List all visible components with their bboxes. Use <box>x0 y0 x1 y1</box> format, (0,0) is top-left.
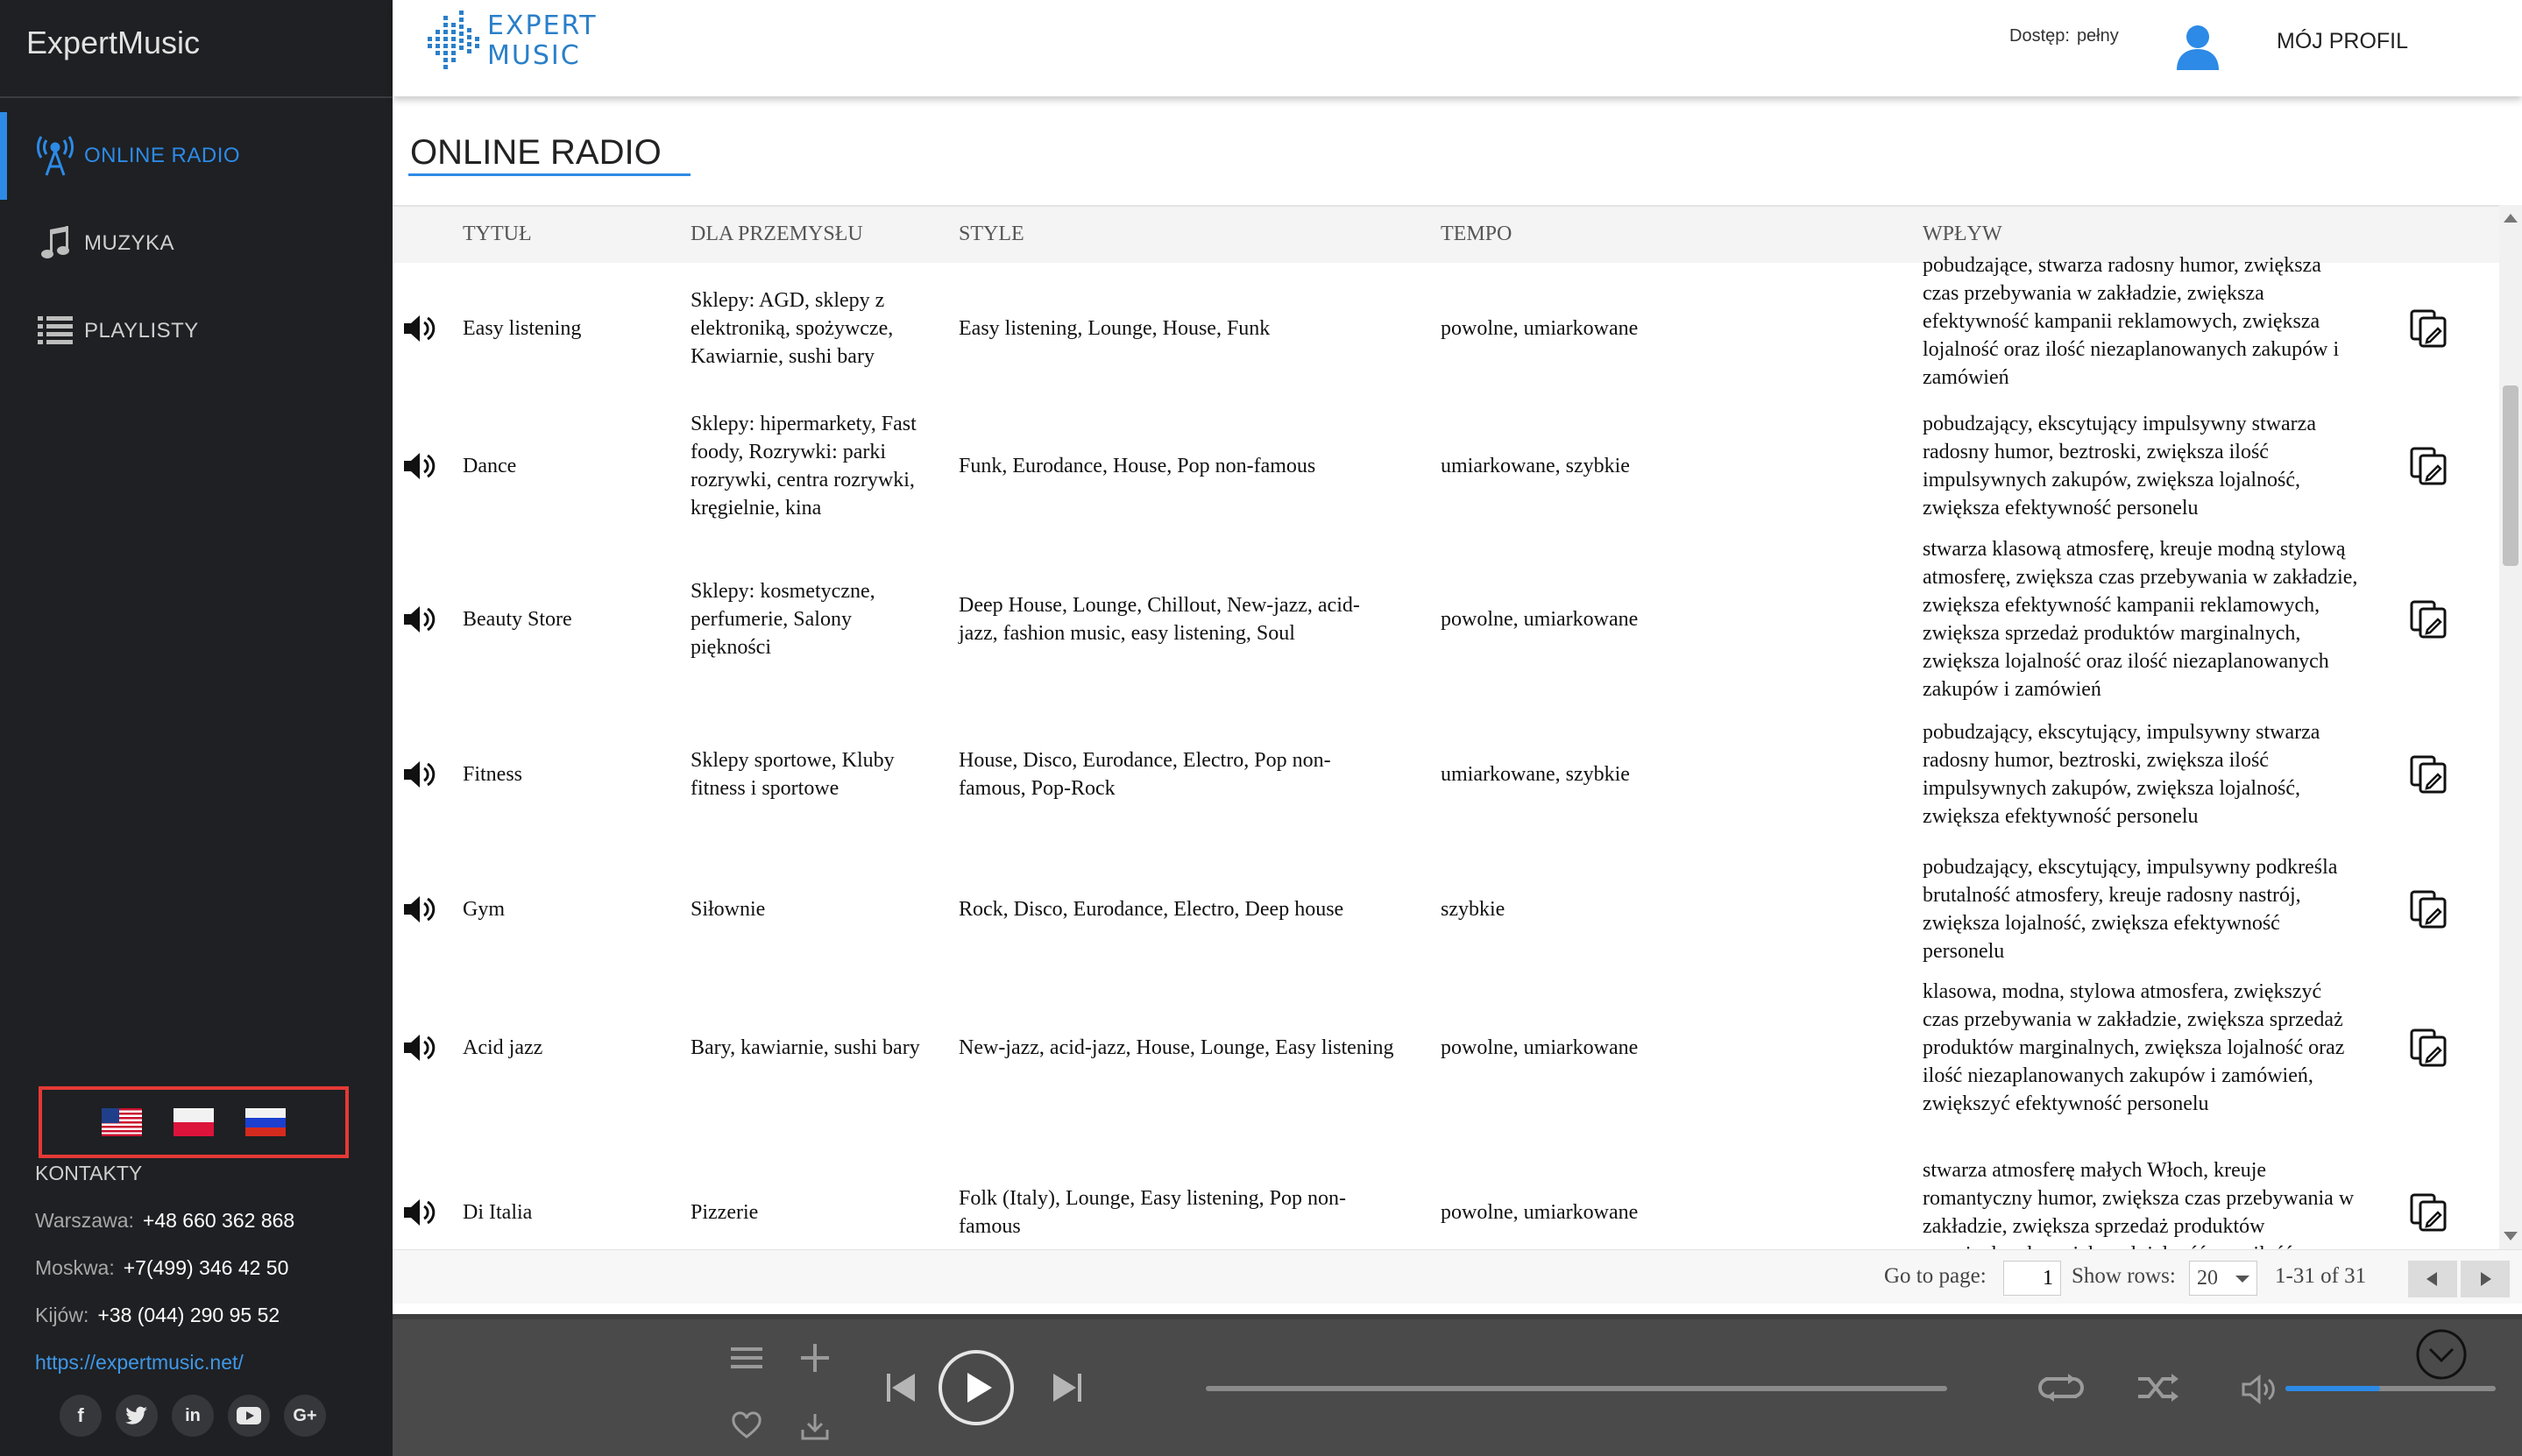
row-impact-line: stwarza klasową atmosferę, kreuje modną stylową <box>1923 538 2346 561</box>
row-impact <box>1923 256 2405 387</box>
contact-phone[interactable]: +38 (044) 290 95 52 <box>97 1304 280 1326</box>
shuffle-icon[interactable] <box>2135 1370 2180 1405</box>
collapse-player-button[interactable] <box>2415 1328 2468 1381</box>
row-impact-line: atmosferę, zwiększa czas przebywania w zakładzie, <box>1923 566 2358 589</box>
row-industry-line: Sklepy sportowe, Kluby <box>691 749 895 772</box>
row-impact-line: personelu <box>1923 940 2005 963</box>
row-impact-line: ilość niezaplanowanych zakupów i zamówień, <box>1923 1064 2313 1087</box>
row-tempo <box>1441 394 1914 538</box>
page-range: 1-31 of 31 <box>2275 1264 2367 1288</box>
contact-phone[interactable]: +7(499) 346 42 50 <box>123 1256 289 1279</box>
play-preview-speaker-icon[interactable] <box>401 1030 436 1065</box>
go-to-page-input[interactable] <box>2003 1261 2061 1296</box>
row-title-text: Gym <box>463 898 505 921</box>
copy-details-icon[interactable] <box>2408 445 2450 487</box>
row-style-line: Deep House, Lounge, Chillout, New-jazz, acid- <box>959 594 1360 617</box>
column-header-style[interactable]: STYLE <box>959 223 1024 245</box>
row-industry <box>691 848 953 971</box>
contacts-title: KONTAKTY <box>35 1162 143 1184</box>
row-title <box>463 394 682 538</box>
logo-line: MUSIC <box>487 40 581 71</box>
table-row[interactable] <box>393 538 2499 701</box>
row-tempo-text: powolne, umiarkowane <box>1441 1201 1639 1224</box>
row-title-text: Acid jazz <box>463 1036 543 1059</box>
queue-list-icon[interactable] <box>727 1344 766 1372</box>
row-industry-line: Pizzerie <box>691 1201 759 1224</box>
twitter-icon[interactable] <box>116 1395 158 1437</box>
play-preview-speaker-icon[interactable] <box>401 311 436 346</box>
play-icon <box>938 1349 1015 1426</box>
row-title-text: Beauty Store <box>463 608 572 631</box>
google-plus-icon[interactable]: G+ <box>284 1395 326 1437</box>
row-impact-line: efektywność kampanii reklamowych, zwiększa <box>1923 310 2320 333</box>
play-preview-speaker-icon[interactable] <box>401 602 436 637</box>
row-title <box>463 263 682 394</box>
contact-row <box>35 1304 280 1327</box>
copy-details-icon[interactable] <box>2408 753 2450 795</box>
row-industry-line: Kawiarnie, sushi bary <box>691 345 875 368</box>
play-button[interactable] <box>938 1349 1015 1426</box>
contact-row <box>35 1256 288 1280</box>
row-industry-line: piękności <box>691 636 771 659</box>
previous-track-icon[interactable] <box>882 1368 920 1407</box>
row-style-line: New-jazz, acid-jazz, House, Lounge, Easy listening <box>959 1036 1394 1059</box>
row-tempo <box>1441 538 1914 701</box>
column-header-industry[interactable]: DLA PRZEMYSŁU <box>691 223 863 245</box>
row-style-line: House, Disco, Eurodance, Electro, Pop non- <box>959 749 1331 772</box>
row-impact-line: czas przebywania w zakładzie, zwiększa <box>1923 282 2264 305</box>
access-value: pełny <box>2076 26 2119 46</box>
sidebar-item-label: MUZYKA <box>84 231 175 255</box>
row-tempo-text: powolne, umiarkowane <box>1441 317 1639 340</box>
row-tempo <box>1441 848 1914 971</box>
row-industry-line: Sklepy: hipermarkety, Fast <box>691 413 917 435</box>
access-label: Dostęp: <box>2009 26 2070 46</box>
row-title <box>463 701 682 848</box>
row-style <box>959 971 1439 1125</box>
copy-details-icon[interactable] <box>2408 1191 2450 1233</box>
row-impact-line: lojalność oraz ilość niezaplanowanych zakupów i <box>1923 338 2340 361</box>
logo[interactable] <box>428 11 598 72</box>
row-title-text: Dance <box>463 455 517 477</box>
list-icon <box>35 311 75 351</box>
row-industry <box>691 394 953 538</box>
row-industry-line: kręgielnie, kina <box>691 497 822 519</box>
row-tempo-text: szybkie <box>1441 898 1505 921</box>
row-impact-line: pobudzający, ekscytujący, impulsywny podkreśla <box>1923 856 2338 879</box>
row-impact <box>1923 394 2405 538</box>
row-tempo-text: umiarkowane, szybkie <box>1441 455 1630 477</box>
contact-city: Kijów: <box>35 1304 89 1326</box>
contact-city: Moskwa: <box>35 1256 115 1279</box>
copy-details-icon[interactable] <box>2408 598 2450 640</box>
row-tempo <box>1441 701 1914 848</box>
pl-flag-icon[interactable] <box>174 1108 214 1136</box>
row-industry-line: elektroniką, spożywcze, <box>691 317 894 340</box>
chevron-down-icon <box>2235 1276 2249 1283</box>
next-track-icon[interactable] <box>1048 1368 1087 1407</box>
scroll-down-arrow-icon[interactable] <box>2504 1232 2518 1240</box>
contact-city: Warszawa: <box>35 1209 134 1232</box>
row-impact-line: radosny humor, beztroski, zwiększa ilość <box>1923 749 2269 772</box>
row-industry-line: fitness i sportowe <box>691 777 839 800</box>
row-industry-line: Sklepy: kosmetyczne, <box>691 580 875 603</box>
row-impact-line: produktów marginalnych, zwiększa lojalność oraz <box>1923 1036 2345 1059</box>
row-industry-line: Sklepy: AGD, sklepy z <box>691 289 885 312</box>
row-title-text: Di Italia <box>463 1201 533 1224</box>
row-impact <box>1923 538 2405 701</box>
prev-page-button[interactable] <box>2408 1261 2457 1297</box>
repeat-icon[interactable] <box>2035 1370 2087 1405</box>
sidebar-item-muzyka[interactable] <box>0 200 393 287</box>
row-impact-line: zwiększa lojalność oraz ilość niezaplanowanych <box>1923 650 2329 673</box>
row-industry <box>691 263 953 394</box>
row-impact-line: zamówień <box>1923 366 2009 389</box>
download-icon[interactable] <box>797 1409 832 1444</box>
row-tempo-text: powolne, umiarkowane <box>1441 1036 1639 1059</box>
row-impact-line: zwiększa sprzedaż produktów marginalnych, <box>1923 622 2301 645</box>
row-impact-line: zwiększa efektywność personelu <box>1923 805 2199 828</box>
row-impact <box>1923 971 2405 1125</box>
row-impact-line: klasowa, modna, stylowa atmosfera, zwiększyć <box>1923 980 2322 1003</box>
us-flag-icon[interactable] <box>102 1108 142 1136</box>
row-title <box>463 971 682 1125</box>
row-impact-line: zakładzie, zwiększa sprzedaż produktów <box>1923 1215 2265 1238</box>
row-style <box>959 538 1439 701</box>
row-industry-line: rozrywki, centra rozrywki, <box>691 469 915 491</box>
rows-per-page-value: 20 <box>2197 1266 2218 1290</box>
row-title-text: Easy listening <box>463 317 582 340</box>
my-profile-link[interactable]: MÓJ PROFIL <box>2277 29 2409 53</box>
logo-line: EXPERT <box>487 11 598 41</box>
access-status <box>2009 26 2119 46</box>
row-style <box>959 701 1439 848</box>
row-title-text: Fitness <box>463 763 523 786</box>
row-impact-line: zwiększa lojalność, zwiększa efektywność <box>1923 912 2280 935</box>
row-impact-line: romantyczny humor, zwiększa czas przebywania w <box>1923 1187 2355 1210</box>
row-tempo-text: umiarkowane, szybkie <box>1441 763 1630 786</box>
facebook-icon[interactable]: f <box>60 1395 102 1437</box>
copy-details-icon[interactable] <box>2408 307 2450 350</box>
row-impact-line: impulsywnych zakupów, zwiększa lojalność, <box>1923 777 2301 800</box>
scrollbar-thumb[interactable] <box>2503 385 2518 566</box>
row-style-line: famous <box>959 1215 1021 1238</box>
row-impact-line: zwiększyć efektywność personelu <box>1923 1092 2209 1115</box>
row-style-line: jazz, fashion music, easy listening, Soul <box>959 622 1295 645</box>
sidebar-item-label: ONLINE RADIO <box>84 144 241 167</box>
row-tempo <box>1441 971 1914 1125</box>
music-note-icon <box>35 223 75 264</box>
sidebar <box>0 0 393 1456</box>
table-row[interactable] <box>393 254 2499 394</box>
volume-level <box>2285 1386 2380 1391</box>
brand-title[interactable]: ExpertMusic <box>26 25 201 60</box>
page-title: ONLINE RADIO <box>410 133 662 172</box>
row-title <box>463 538 682 701</box>
row-impact-line: stwarza atmosferę małych Włoch, kreuje <box>1923 1159 2267 1182</box>
logo-text <box>487 11 598 71</box>
contact-phone[interactable]: +48 660 362 868 <box>142 1209 295 1232</box>
top-header <box>393 0 2522 96</box>
chevron-right-icon <box>2479 1272 2491 1286</box>
copy-details-icon[interactable] <box>2408 888 2450 930</box>
row-industry <box>691 971 953 1125</box>
table-row[interactable] <box>393 971 2499 1125</box>
chevron-left-icon <box>2426 1272 2439 1286</box>
radio-table <box>393 205 2499 1249</box>
user-avatar-icon[interactable] <box>2171 19 2224 76</box>
row-style <box>959 394 1439 538</box>
language-switcher <box>39 1086 349 1158</box>
row-style-line: Rock, Disco, Eurodance, Electro, Deep house <box>959 898 1344 921</box>
row-impact-line: impulsywnych zakupów, zwiększa lojalność, <box>1923 469 2301 491</box>
row-industry-line: foody, Rozrywki: parki <box>691 441 887 463</box>
rows-per-page-select[interactable] <box>2189 1261 2257 1296</box>
row-impact-line: zakupów i zamówień <box>1923 678 2101 701</box>
row-impact <box>1923 701 2405 848</box>
row-industry-line: Siłownie <box>691 898 766 921</box>
radio-tower-icon <box>35 136 75 176</box>
add-icon[interactable] <box>797 1340 832 1375</box>
row-impact-line: zwiększa efektywność personelu <box>1923 497 2199 519</box>
logo-equalizer-icon <box>428 11 480 72</box>
sidebar-item-label: PLAYLISTY <box>84 319 199 343</box>
row-title <box>463 848 682 971</box>
row-style-line: famous, Pop-Rock <box>959 777 1116 800</box>
column-header-tempo[interactable]: TEMPO <box>1441 223 1512 245</box>
table-scrollbar[interactable] <box>2499 205 2522 1249</box>
copy-details-icon[interactable] <box>2408 1027 2450 1069</box>
table-row[interactable] <box>393 394 2499 538</box>
play-preview-speaker-icon[interactable] <box>401 1195 436 1230</box>
chevron-down-icon <box>2415 1328 2468 1381</box>
pagination-bar <box>393 1249 2522 1304</box>
show-rows-label: Show rows: <box>2072 1264 2176 1288</box>
ru-flag-icon[interactable] <box>245 1108 286 1136</box>
row-style-line: Folk (Italy), Lounge, Easy listening, Pop non- <box>959 1187 1346 1210</box>
website-link[interactable]: https://expertmusic.net/ <box>35 1351 244 1374</box>
column-header-impact[interactable]: WPŁYW <box>1923 223 2002 245</box>
play-preview-speaker-icon[interactable] <box>401 757 436 792</box>
next-page-button[interactable] <box>2461 1261 2510 1297</box>
volume-icon[interactable] <box>2240 1372 2278 1407</box>
row-industry <box>691 538 953 701</box>
row-impact-line: brutalność atmosfery, kreuje radosny nastrój, <box>1923 884 2301 907</box>
table-row[interactable] <box>393 701 2499 848</box>
play-preview-speaker-icon[interactable] <box>401 892 436 927</box>
row-style <box>959 848 1439 971</box>
go-to-page-label: Go to page: <box>1884 1264 1987 1288</box>
row-tempo-text: powolne, umiarkowane <box>1441 608 1639 631</box>
sidebar-item-online-radio[interactable] <box>0 112 393 200</box>
play-preview-speaker-icon[interactable] <box>401 449 436 484</box>
linkedin-icon[interactable]: in <box>172 1395 214 1437</box>
row-industry-line: perfumerie, Salony <box>691 608 852 631</box>
favorite-heart-icon[interactable] <box>727 1410 766 1442</box>
row-impact-line: zwiększa efektywność kampanii reklamowych, <box>1923 594 2320 617</box>
row-impact-line: pobudzający, ekscytujący impulsywny stwarza <box>1923 413 2316 435</box>
social-links <box>60 1395 326 1437</box>
youtube-icon[interactable] <box>228 1395 270 1437</box>
sidebar-divider <box>0 96 393 98</box>
row-industry-line: Bary, kawiarnie, sushi bary <box>691 1036 920 1059</box>
row-style-line: Easy listening, Lounge, House, Funk <box>959 317 1271 340</box>
track-progress-slider[interactable] <box>1206 1386 1947 1391</box>
row-style-line: Funk, Eurodance, House, Pop non-famous <box>959 455 1316 477</box>
row-industry <box>691 701 953 848</box>
row-impact-line: pobudzające, stwarza radosny humor, zwiększa <box>1923 254 2321 277</box>
row-style <box>959 263 1439 394</box>
page-title-underline <box>408 173 691 176</box>
column-header-title[interactable]: TYTUŁ <box>463 223 532 245</box>
row-impact-line: czas przebywania w zakładzie, zwiększa sprzedaż <box>1923 1008 2343 1031</box>
row-impact-line: pobudzający, ekscytujący, impulsywny stwarza <box>1923 721 2320 744</box>
contact-row <box>35 1209 294 1233</box>
scroll-up-arrow-icon[interactable] <box>2504 214 2518 223</box>
row-impact <box>1923 848 2405 971</box>
row-impact-line: radosny humor, beztroski, zwiększa ilość <box>1923 441 2269 463</box>
table-row[interactable] <box>393 848 2499 971</box>
sidebar-item-playlisty[interactable] <box>0 287 393 375</box>
row-tempo <box>1441 263 1914 394</box>
